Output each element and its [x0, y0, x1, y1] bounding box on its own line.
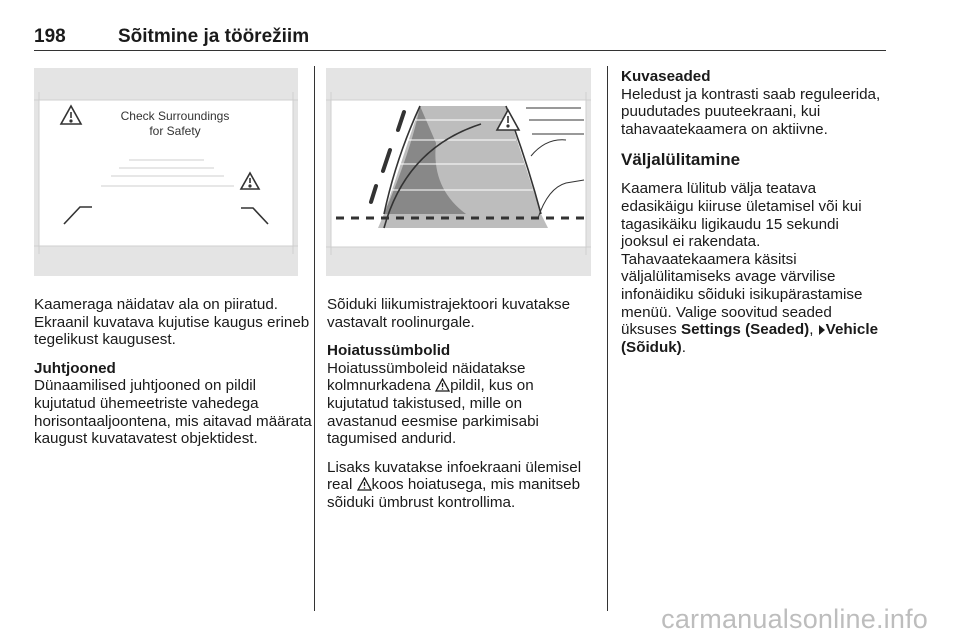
section-heading: Kuvaseaded — [621, 68, 711, 85]
chapter-title: Sõitmine ja töörežiim — [118, 26, 310, 47]
paragraph-part: Lisaks kuvatakse infoekraani ülemisel real — [327, 458, 582, 494]
paragraph — [621, 251, 889, 357]
paragraph: Heledust ja kontrasti saab reguleerida, puudutades puuteekraani, kui tahavaatekaamera on aktiivne. — [621, 85, 881, 138]
osd-warning-line1: Check Surroundings — [120, 109, 230, 123]
section-heading: Hoiatussümbolid — [327, 342, 451, 360]
paragraph: Sõiduki liikumistrajektoori kuvatakse vastavalt roolinurgale. — [327, 296, 571, 331]
guidelines-section — [34, 360, 314, 448]
column-divider — [607, 66, 608, 611]
section-title: Väljalülitamine — [621, 150, 741, 170]
vehicle-menu-label: Vehicle (Sõiduk) — [621, 321, 879, 356]
warning-symbols-section — [327, 342, 592, 448]
paragraph: Dünaamilised juhtjooned on pildil kujutatud ühemeetriste vahedega horisontaaljoontena, mis aitavad määrata kaugust kuvatavatest objektidest. — [34, 377, 312, 448]
settings-menu-label: Settings (Seaded) — [680, 321, 810, 339]
page-number: 198 — [34, 26, 66, 47]
warning-triangle-icon — [357, 477, 372, 491]
page-header — [34, 26, 886, 50]
column-3 — [621, 68, 889, 367]
arrow-right-icon — [818, 324, 826, 336]
osd-warning-line2: for Safety — [149, 124, 201, 138]
camera-guidelines-figure — [34, 68, 298, 276]
trajectory-figure — [326, 68, 591, 276]
header-rule — [34, 50, 886, 51]
paragraph: Kaameraga näidatav ala on piiratud. Ekraanil kuvatava kujutise kaugus erineb tegelikust kaugusest. — [34, 296, 310, 349]
trajectory-illustration — [326, 68, 591, 276]
watermark: carmanualsonline.info — [661, 604, 928, 634]
section-heading: Juhtjooned — [34, 359, 116, 377]
column-1 — [34, 296, 314, 459]
paragraph — [327, 459, 592, 512]
paragraph-part: koos hoiatusega, mis manitseb sõiduki ümbrust kontrollima. — [327, 476, 581, 511]
paragraph: Kaamera lülitub välja teatava edasikäigu kiiruse ületamisel või kui tagasikäiku ligikaudu 15 sekundi jooksul ei rakendata. — [621, 180, 862, 251]
column-divider — [314, 66, 315, 611]
paragraph-end: . — [681, 338, 686, 356]
paragraph-part: Tahavaatekaamera käsitsi väljalülitamiseks avage värvilise infonäidiku sõiduki isikupärastamise menüü. Valige soovitud seaded üksuses — [621, 250, 863, 339]
paragraph-part: Hoiatussümboleid näidatakse kolmnurkadena — [327, 359, 526, 395]
separator: , — [809, 321, 818, 339]
camera-guidelines-illustration — [34, 68, 298, 276]
column-2 — [327, 296, 592, 523]
warning-triangle-icon — [435, 378, 450, 392]
image-settings-section — [621, 68, 889, 138]
paragraph-part: pildil, kus on kujutatud takistused, mille on avastanud eesmise parkimisabi tagumised andurid. — [327, 377, 539, 448]
